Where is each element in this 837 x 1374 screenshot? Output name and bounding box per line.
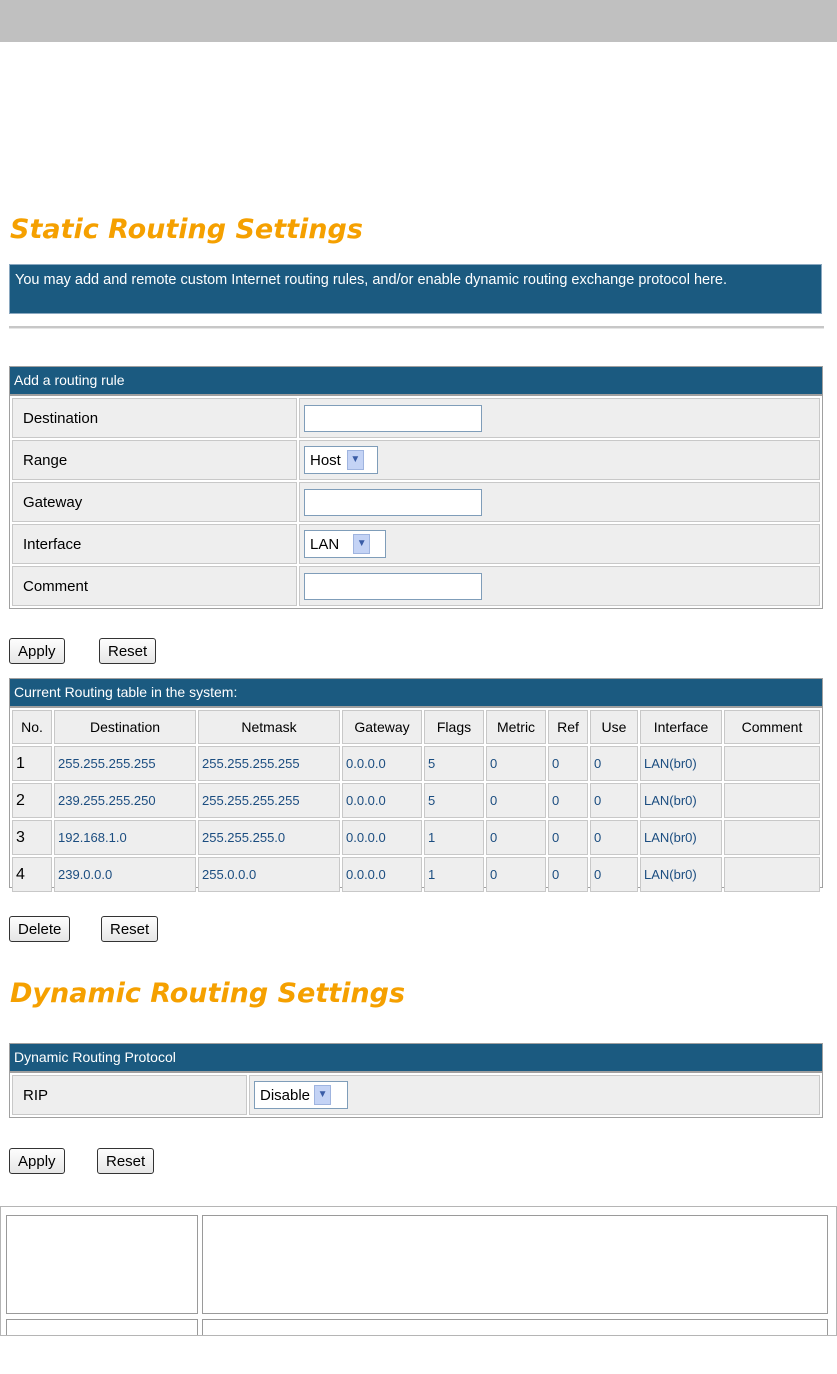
row-use: 0 [590,820,638,855]
row-flags: 1 [424,857,484,892]
interface-row [12,524,820,564]
row-interface: LAN(br0) [640,746,722,781]
row-no: 2 [12,783,52,818]
doc-table-cell [202,1319,828,1335]
col-netmask: Netmask [198,710,340,744]
row-netmask: 255.0.0.0 [198,857,340,892]
doc-table-cell [202,1215,828,1314]
row-interface: LAN(br0) [640,783,722,818]
table-row[interactable] [12,857,820,892]
comment-row [12,566,820,606]
routing-table-head [12,710,820,744]
row-flags: 1 [424,820,484,855]
row-netmask: 255.255.255.255 [198,746,340,781]
range-cell [299,440,820,480]
row-interface: LAN(br0) [640,857,722,892]
row-gateway: 0.0.0.0 [342,820,422,855]
row-use: 0 [590,857,638,892]
row-destination: 255.255.255.255 [54,746,196,781]
row-comment [724,857,820,892]
top-banner [0,0,837,42]
row-destination: 239.255.255.250 [54,783,196,818]
row-interface: LAN(br0) [640,820,722,855]
intro-description: You may add and remote custom Internet routing rules, and/or enable dynamic routing exchange protocol here. [9,264,822,314]
interface-select[interactable] [304,530,386,558]
row-comment [724,820,820,855]
row-metric: 0 [486,783,546,818]
chevron-down-icon[interactable]: ▼ [353,534,370,554]
add-routing-rule-header: Add a routing rule [10,367,822,396]
table-row[interactable] [12,820,820,855]
rip-label: RIP [12,1075,247,1115]
row-gateway: 0.0.0.0 [342,857,422,892]
comment-label: Comment [12,566,297,606]
apply-button[interactable]: Apply [9,638,65,664]
interface-cell [299,524,820,564]
row-metric: 0 [486,746,546,781]
dynamic-routing-header: Dynamic Routing Protocol [10,1044,822,1073]
rip-cell [249,1075,820,1115]
comment-cell [299,566,820,606]
row-ref: 0 [548,783,588,818]
row-metric: 0 [486,820,546,855]
static-routing-title: Static Routing Settings [10,214,363,245]
dynamic-reset-button[interactable]: Reset [97,1148,154,1174]
destination-cell [299,398,820,438]
range-row [12,440,820,480]
col-gateway: Gateway [342,710,422,744]
row-netmask: 255.255.255.0 [198,820,340,855]
add-rule-form [10,396,822,608]
rip-row [12,1075,820,1115]
routing-table [10,708,822,894]
row-gateway: 0.0.0.0 [342,783,422,818]
destination-label: Destination [12,398,297,438]
table-reset-button[interactable]: Reset [101,916,158,942]
range-select-value: Host [310,451,341,469]
dynamic-routing-title: Dynamic Routing Settings [10,978,406,1009]
row-ref: 0 [548,820,588,855]
destination-row [12,398,820,438]
row-netmask: 255.255.255.255 [198,783,340,818]
gateway-row [12,482,820,522]
doc-table-cell [6,1215,198,1314]
col-no: No. [12,710,52,744]
range-select[interactable] [304,446,378,474]
divider [9,326,824,329]
gateway-input[interactable] [304,489,482,516]
comment-input[interactable] [304,573,482,600]
destination-input[interactable] [304,405,482,432]
interface-label: Interface [12,524,297,564]
delete-button[interactable]: Delete [9,916,70,942]
chevron-down-icon[interactable]: ▼ [347,450,364,470]
col-interface: Interface [640,710,722,744]
routing-table-panel [9,678,823,888]
row-flags: 5 [424,783,484,818]
range-label: Range [12,440,297,480]
rip-select-value: Disable [260,1086,311,1104]
row-no: 4 [12,857,52,892]
dynamic-apply-button[interactable]: Apply [9,1148,65,1174]
row-use: 0 [590,783,638,818]
row-comment [724,746,820,781]
row-ref: 0 [548,857,588,892]
row-no: 3 [12,820,52,855]
interface-select-value: LAN [310,535,340,553]
row-ref: 0 [548,746,588,781]
col-destination: Destination [54,710,196,744]
dynamic-routing-panel [9,1043,823,1118]
col-use: Use [590,710,638,744]
routing-table-header: Current Routing table in the system: [10,679,822,708]
reset-button[interactable]: Reset [99,638,156,664]
row-comment [724,783,820,818]
col-comment: Comment [724,710,820,744]
col-ref: Ref [548,710,588,744]
gateway-cell [299,482,820,522]
dynamic-routing-form [10,1073,822,1117]
table-row[interactable] [12,746,820,781]
add-routing-rule-panel [9,366,823,609]
row-destination: 192.168.1.0 [54,820,196,855]
row-gateway: 0.0.0.0 [342,746,422,781]
row-destination: 239.0.0.0 [54,857,196,892]
gateway-label: Gateway [12,482,297,522]
row-flags: 5 [424,746,484,781]
chevron-down-icon[interactable]: ▼ [314,1085,331,1105]
table-row[interactable] [12,783,820,818]
col-metric: Metric [486,710,546,744]
doc-table-cell [6,1319,198,1335]
col-flags: Flags [424,710,484,744]
row-use: 0 [590,746,638,781]
row-no: 1 [12,746,52,781]
row-metric: 0 [486,857,546,892]
rip-select[interactable] [254,1081,348,1109]
